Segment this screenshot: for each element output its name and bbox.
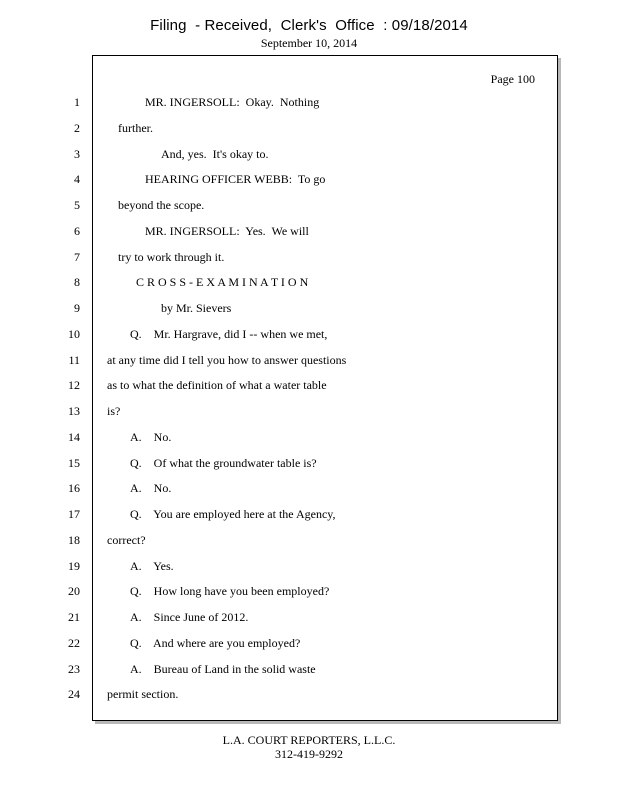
transcript-line: MR. INGERSOLL: Okay. Nothing xyxy=(145,95,320,109)
page-number: Page 100 xyxy=(490,72,535,86)
transcript-line: Q. Mr. Hargrave, did I -- when we met, xyxy=(130,327,328,341)
court-reporter-phone: 312-419-9292 xyxy=(275,747,343,761)
transcript-line: as to what the definition of what a water table xyxy=(107,378,327,392)
transcript-line: A. No. xyxy=(130,430,172,444)
line-number: 15 xyxy=(68,456,80,470)
filing-stamp: Filing - Received, Clerk's Office : 09/18/2014 xyxy=(150,17,468,34)
line-number: 21 xyxy=(68,610,80,624)
transcript-line: HEARING OFFICER WEBB: To go xyxy=(145,172,326,186)
line-number: 5 xyxy=(74,198,80,212)
line-number: 1 xyxy=(74,95,80,109)
line-number: 19 xyxy=(68,559,80,573)
line-number: 12 xyxy=(68,378,80,392)
line-number: 23 xyxy=(68,662,80,676)
transcript-line: correct? xyxy=(107,533,146,547)
line-number: 8 xyxy=(74,275,80,289)
line-number: 24 xyxy=(68,687,80,701)
transcript-line: A. No. xyxy=(130,481,172,495)
line-number: 17 xyxy=(68,507,80,521)
court-reporter-name: L.A. COURT REPORTERS, L.L.C. xyxy=(222,733,396,747)
line-number: 6 xyxy=(74,224,80,238)
transcript-line: Q. You are employed here at the Agency, xyxy=(130,507,336,521)
line-number: 20 xyxy=(68,584,80,598)
line-number: 4 xyxy=(74,172,80,186)
transcript-line: by Mr. Sievers xyxy=(161,301,232,315)
transcript-line: A. Bureau of Land in the solid waste xyxy=(130,662,316,676)
line-number: 10 xyxy=(68,327,80,341)
line-number: 13 xyxy=(68,404,80,418)
line-number: 11 xyxy=(68,353,80,367)
transcript-line: permit section. xyxy=(107,687,179,701)
transcript-line: MR. INGERSOLL: Yes. We will xyxy=(145,224,309,238)
line-number: 22 xyxy=(68,636,80,650)
transcript-line: A. Yes. xyxy=(130,559,174,573)
transcript-line: A. Since June of 2012. xyxy=(130,610,249,624)
transcript-line: Q. And where are you employed? xyxy=(130,636,301,650)
transcript-line: further. xyxy=(118,121,153,135)
transcript-line: Q. How long have you been employed? xyxy=(130,584,330,598)
transcript-line: C R O S S - E X A M I N A T I O N xyxy=(136,275,309,289)
transcript-line: Q. Of what the groundwater table is? xyxy=(130,456,317,470)
transcript-line: And, yes. It's okay to. xyxy=(161,147,269,161)
transcript-line: is? xyxy=(107,404,121,418)
line-number: 7 xyxy=(74,250,80,264)
line-number: 16 xyxy=(68,481,80,495)
line-number: 9 xyxy=(74,301,80,315)
line-number: 2 xyxy=(74,121,80,135)
line-number: 14 xyxy=(68,430,80,444)
hearing-date: September 10, 2014 xyxy=(260,36,358,50)
line-number: 3 xyxy=(74,147,80,161)
transcript-line: beyond the scope. xyxy=(118,198,205,212)
transcript-line: try to work through it. xyxy=(118,250,225,264)
line-number: 18 xyxy=(68,533,80,547)
transcript-line: at any time did I tell you how to answer questions xyxy=(107,353,347,367)
